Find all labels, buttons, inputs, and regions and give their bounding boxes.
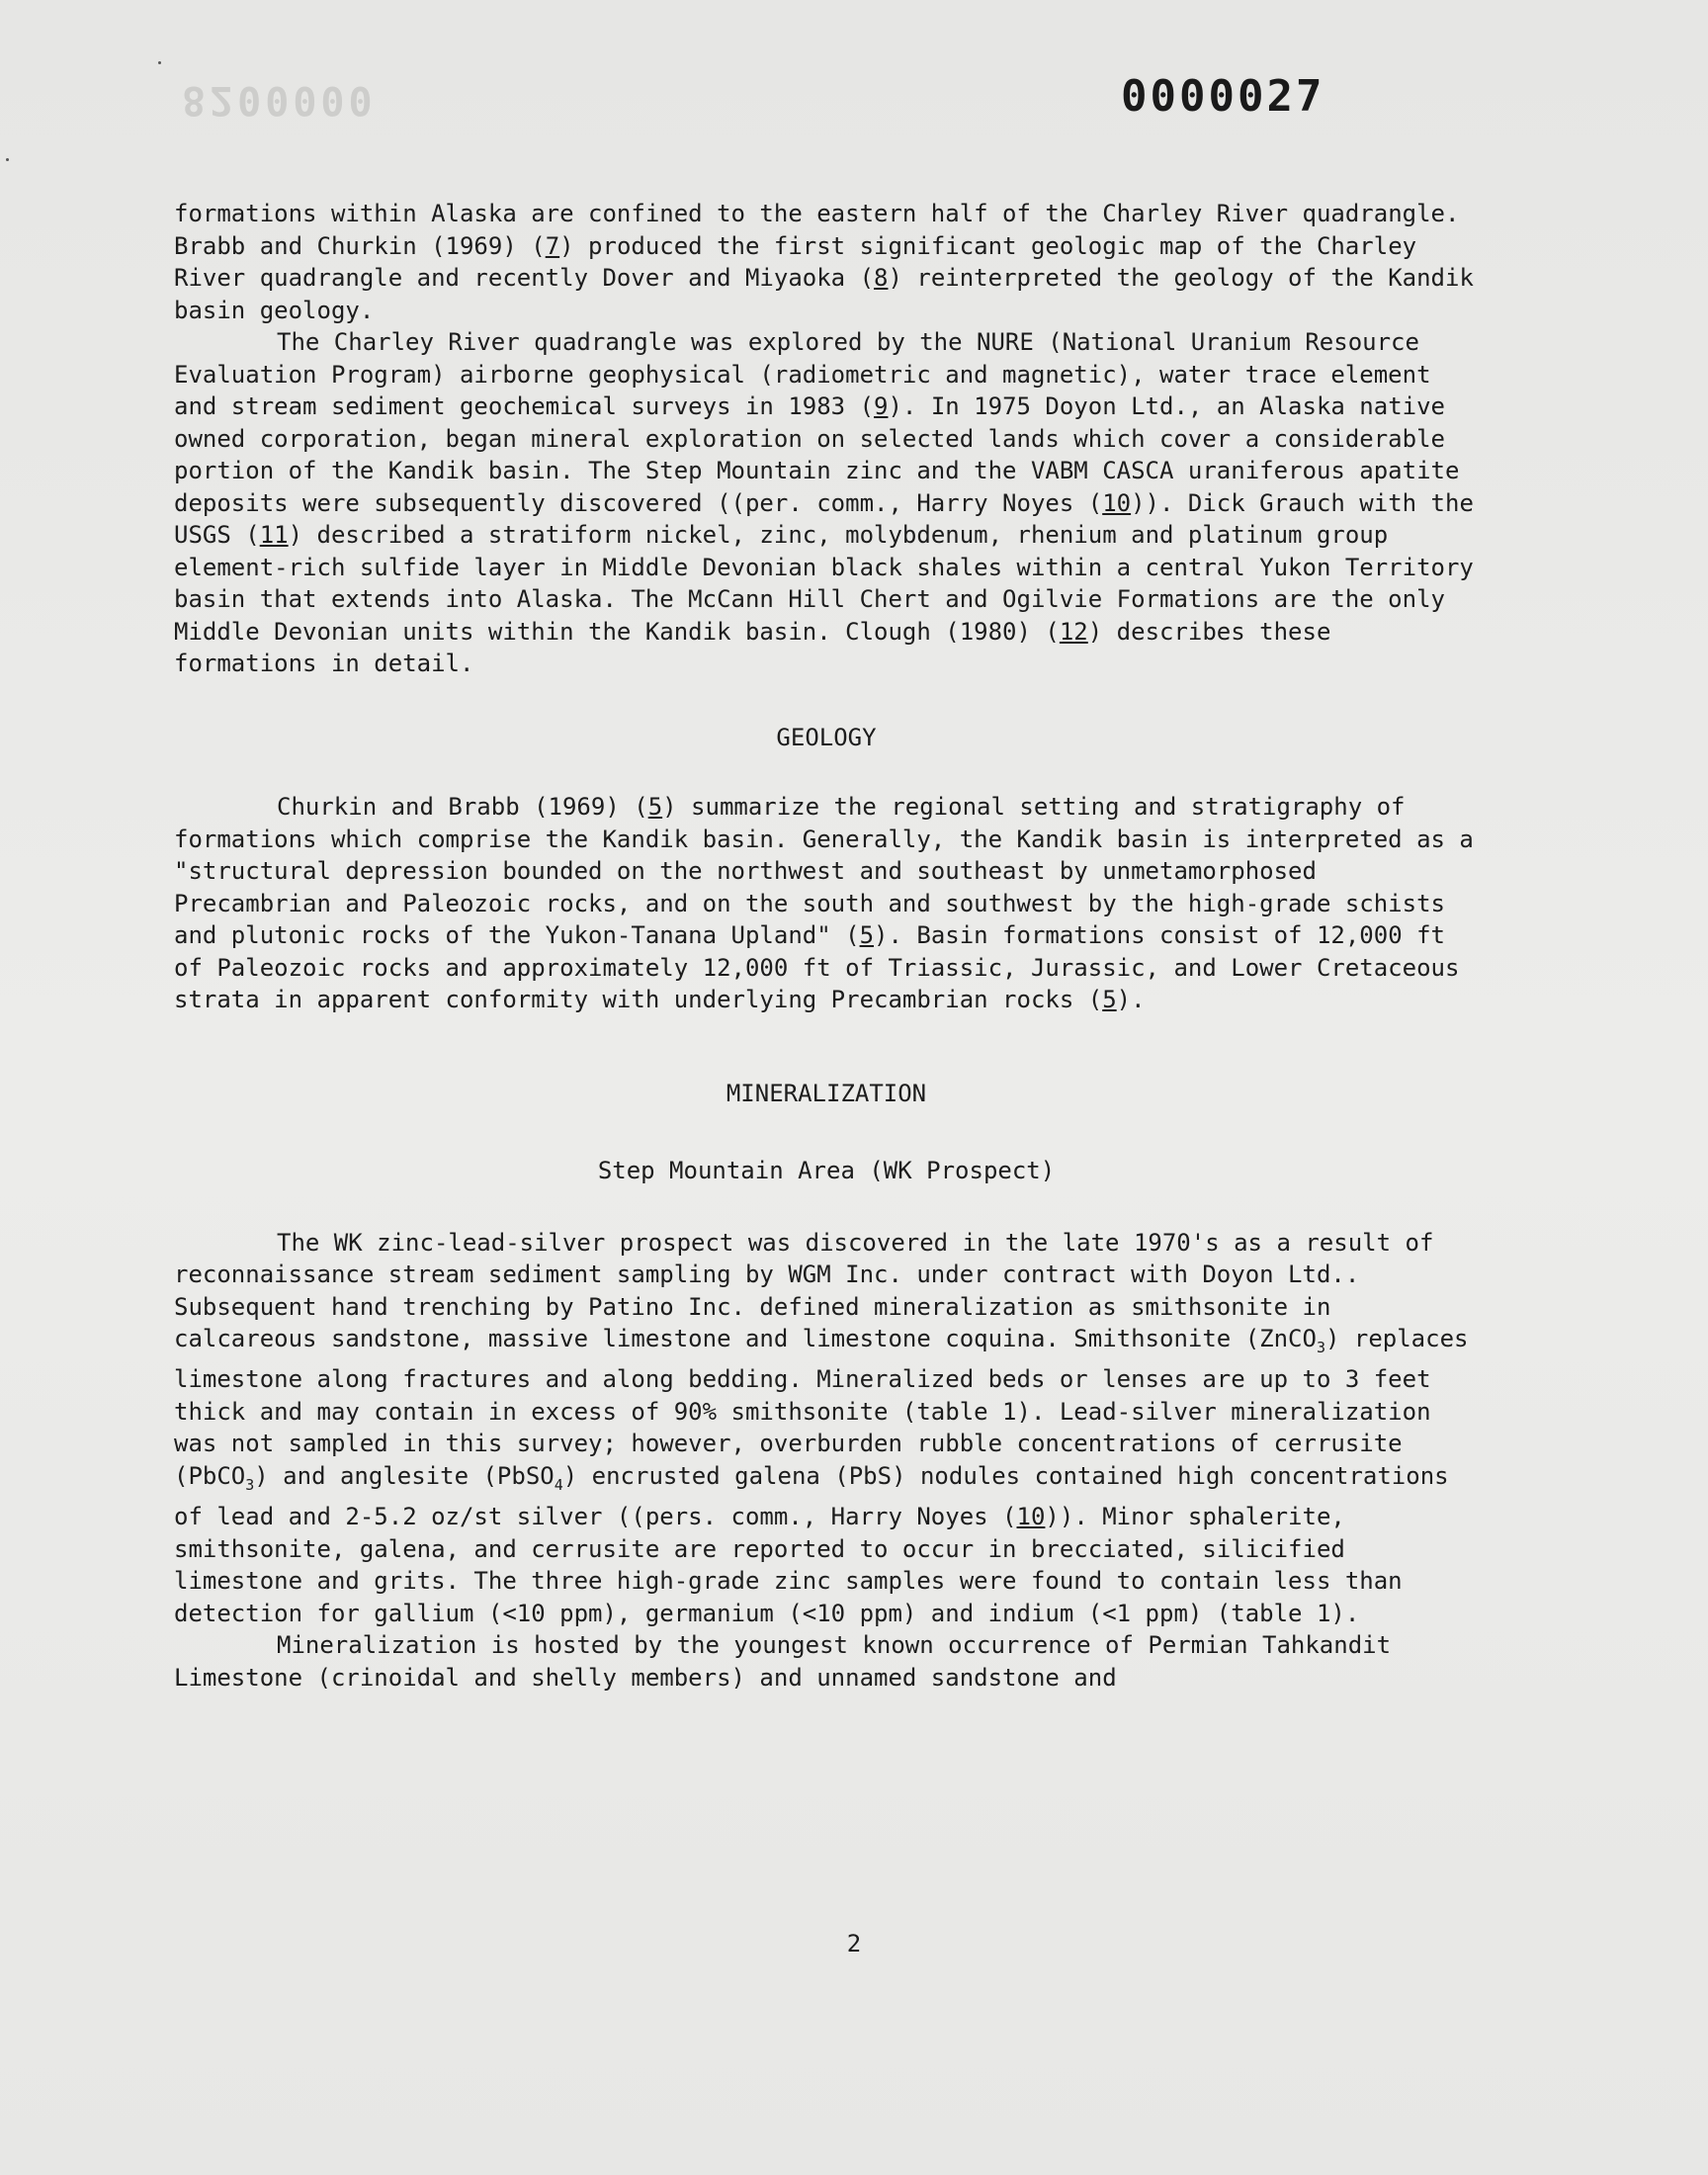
page-number: 2 [846, 1930, 862, 1958]
paragraph-wk-prospect [174, 1227, 1479, 1630]
subscript: 3 [245, 1475, 255, 1494]
reference-link: 5 [859, 921, 875, 949]
paragraph-host-rock: Mineralization is hosted by the youngest known occurrence of Permian Tahkandit Limestone (crinoidal and shelly members) and unnamed sandstone and [174, 1631, 1392, 1692]
reference-link: 10 [1016, 1503, 1046, 1531]
text-run: ) summarize the regional setting and stratigraphy of formations which comprise the Kandik basin. Generally, the Kandik basin is interpreted as a "structural depression bounded on the northwest and southeast by unmetamorphosed Precambrian and Paleozoic rocks, and on the south and southwest by the high-grade schists and plutonic rocks of the Yukon-Tanana Upland" ( [174, 793, 1474, 949]
section-heading-mineralization: MINERALIZATION [726, 1079, 927, 1107]
subsection-heading: Step Mountain Area (WK Prospect) [597, 1157, 1056, 1184]
document-number-stamp: 0000027 [1121, 71, 1325, 122]
reference-link: 10 [1102, 488, 1132, 517]
reference-link: 5 [1102, 986, 1117, 1013]
reference-link: 11 [259, 521, 289, 549]
reference-link: 5 [647, 793, 663, 821]
text-run: formations within Alaska are confined to the eastern half of the Charley River [174, 200, 1289, 227]
body-text [174, 198, 1479, 1694]
text-run: )). Dick Grauch with the USGS ( [174, 488, 1474, 549]
text-run: ) produced the first significant geologic map of the Charley River quadrangle and recently Dover and Miyaoka ( [174, 231, 1417, 292]
paragraph-nure [174, 326, 1479, 680]
reference-link: 8 [874, 264, 889, 292]
text-run: ) replaces limestone along fractures and along bedding. Mineralized beds or lenses are up to 3 feet thick and may contain in excess of 90% smithsonite (table 1). Lead-silver mineralization was not sampled in this survey; however, overburden rubble concentrations of cerrusite (PbCO [174, 1325, 1469, 1490]
paragraph-intro [174, 198, 1479, 326]
text-run: Churkin and Brabb (1969) ( [277, 793, 648, 821]
bleed-through-stamp: 8200000 [182, 77, 377, 123]
text-run: ). In 1975 Doyon Ltd., an Alaska native owned corporation, began mineral exploration on selected lands which cover a considerable portion of the Kandik basin. The Step Mountain zinc and the VABM CASCA uraniferous apatite deposits were subsequently discovered ((per. comm., Harry Noyes ( [174, 392, 1460, 517]
text-run: ) described a stratiform nickel, zinc, molybdenum, rhenium and platinum group element-rich sulfide layer in Middle Devonian black shales within a central Yukon Territory basin that extends into Alaska. The McCann Hill Chert and Ogilvie Formations are the only Middle Devonian units within the Kandik basin. Clough (1980) ( [174, 521, 1474, 646]
text-run: )). Minor sphalerite, smithsonite, galena, and cerrusite are reported to occur in brecciated, silicified limestone and grits. The three high-grade zinc samples were found to contain less than detection for gallium (<10 ppm), germanium (<10 ppm) and indium (<1 ppm) (table 1). [174, 1503, 1403, 1627]
text-run: ) and anglesite (PbSO [254, 1461, 555, 1490]
text-run: quadrangle. Brabb and Churkin (1969) ( [174, 200, 1460, 260]
paragraph-geology [174, 791, 1479, 1016]
text-run: ). Basin formations consist of 12,000 ft of Paleozoic rocks and approximately 12,000 ft of Triassic, Jurassic, and Lower Cretaceous strata in apparent conformity with underlying Precambrian rocks ( [174, 921, 1460, 1013]
speck [158, 61, 161, 64]
text-run: ). [1116, 986, 1146, 1013]
text-run: The Charley River quadrangle was explored by the NURE (National Uranium Resource Evaluation Program) airborne geophysical (radiometric and magnetic), water trace element and stream sediment geochemical surveys in 1983 ( [174, 328, 1431, 420]
text-run: The WK zinc-lead-silver prospect was discovered in the late 1970's as a result of reconnaissance stream sediment sampling by WGM Inc. under contract with Doyon Ltd.. Subsequent hand trenching by Patino Inc. defined mineralization as smithsonite in calcareous sandstone, massive limestone and limestone coquina. Smithsonite (ZnCO [174, 1228, 1434, 1352]
subscript: 4 [554, 1475, 563, 1494]
text-run: ) describes these formations in detail. [174, 617, 1331, 677]
subscript: 3 [1316, 1338, 1325, 1356]
text-run: ) encrusted galena (PbS) nodules contained high concentrations of lead and 2-5.2 oz/st silver ((pers. comm., Harry Noyes ( [174, 1461, 1449, 1531]
reference-link: 7 [545, 231, 560, 260]
text-run: ) reinterpreted the geology of the Kandik basin geology. [174, 264, 1474, 324]
section-heading-geology: GEOLOGY [776, 723, 877, 751]
speck [6, 158, 9, 161]
reference-link: 9 [874, 392, 889, 420]
reference-link: 12 [1059, 617, 1088, 646]
